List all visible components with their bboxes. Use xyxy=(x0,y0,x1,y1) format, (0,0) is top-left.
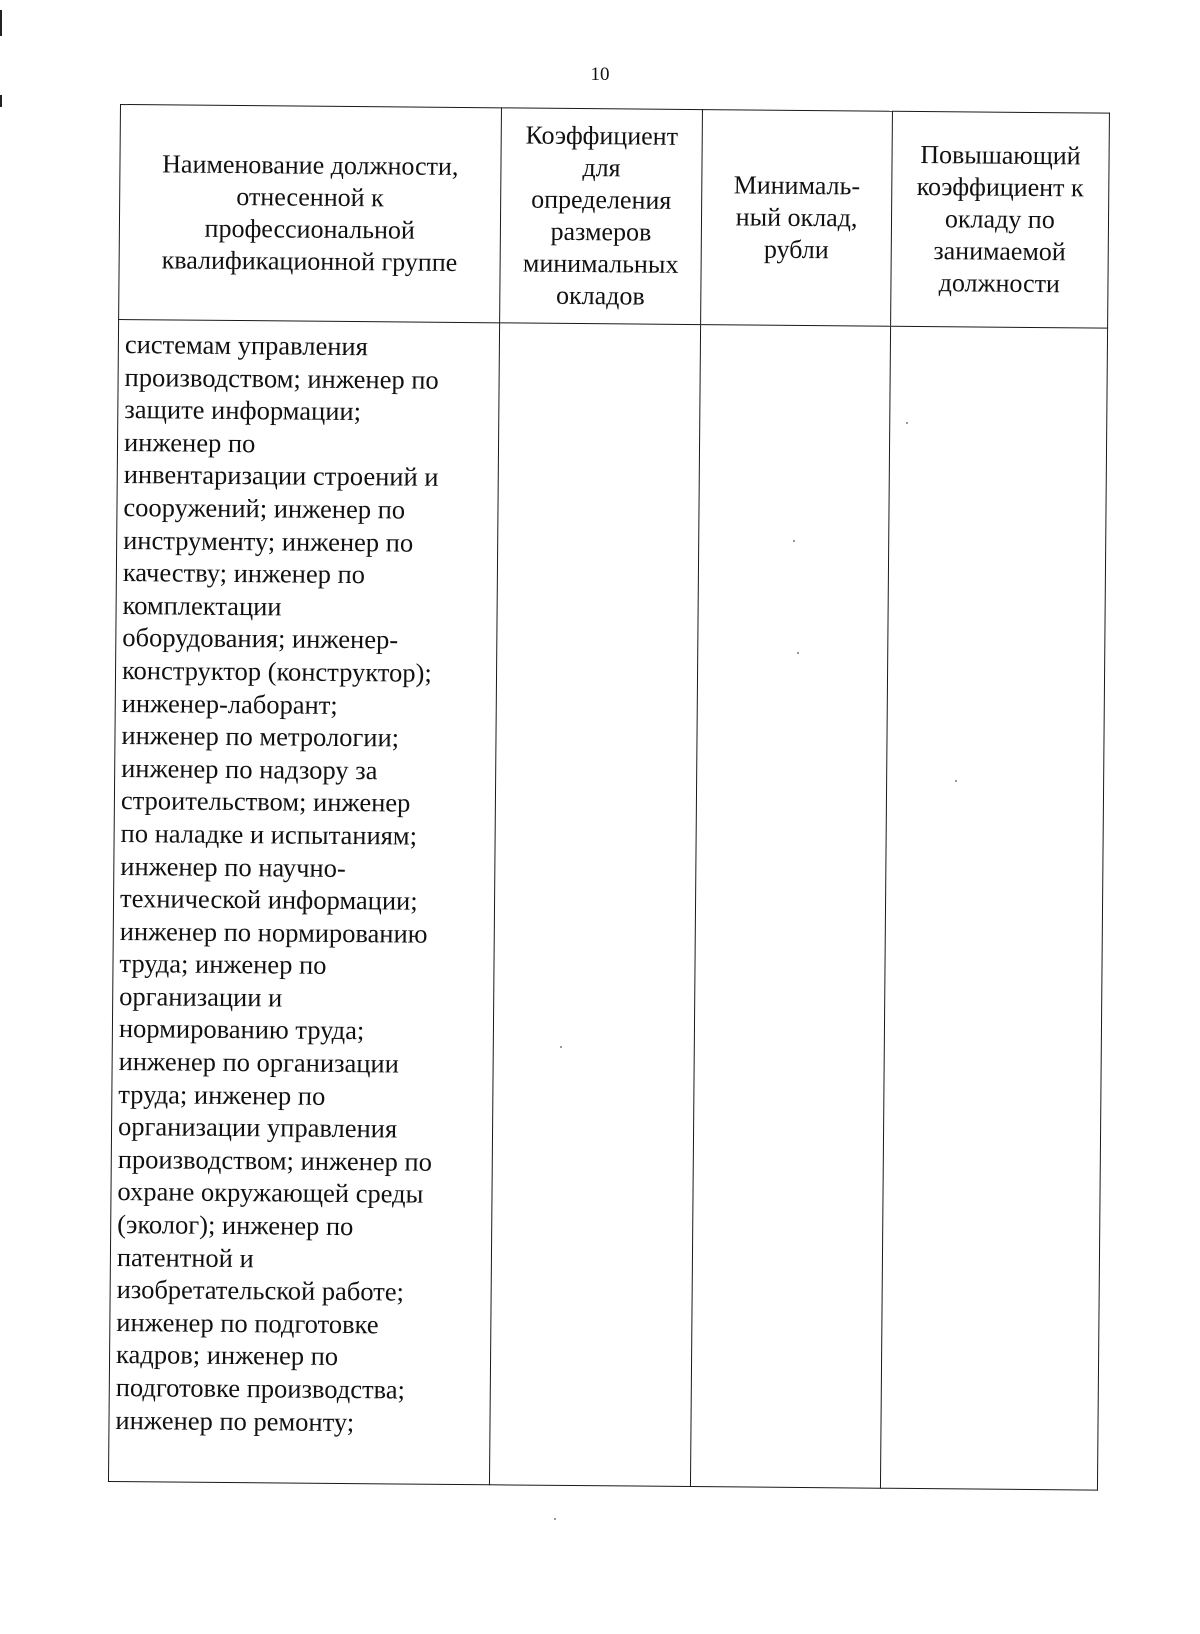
scan-speck xyxy=(793,540,795,542)
table-row xyxy=(108,319,1107,1490)
header-coefficient: Коэффициент для определения размеров минимальных окладов xyxy=(499,108,703,325)
table-header-row xyxy=(119,105,1110,329)
scan-edge-mark-top xyxy=(0,10,2,36)
scan-speck xyxy=(797,652,799,654)
scan-speck xyxy=(955,780,957,782)
salary-table xyxy=(108,104,1110,1491)
scan-speck xyxy=(906,422,908,424)
raising-coefficient-cell xyxy=(880,326,1107,1490)
page-number: 10 xyxy=(590,64,610,85)
header-raising-coefficient: Повышающий коэффициент к окладу по занимаемой должности xyxy=(890,111,1109,328)
scan-speck xyxy=(560,1046,562,1048)
scan-speck xyxy=(554,1518,556,1520)
coefficient-cell xyxy=(489,323,701,1487)
header-position-name: Наименование должности, отнесенной к профессиональной квалификационной группе xyxy=(119,105,502,323)
header-min-salary: Минималь- ный оклад, рубли xyxy=(701,110,892,327)
scan-edge-mark-middle xyxy=(0,95,2,107)
position-list-cell: системам управления производством; инженер по защите информации; инженер по инвентаризации строений и сооружений; инженер по инструменту; инженер по качеству; инженер по комплектации оборудования; инженер- конструктор (конструктор); инженер-лаборант; инженер по метрологии; инженер по надзору за строительством; инженер по наладке и испытаниям; инженер по научно- технической информации; инженер по нормированию труда; инженер по организации и нормированию труда; инженер по организации труда; инженер по организации управления производством; инженер по охране окружающей среды (эколог); инженер по патентной и изобретательской работе; инженер по подготовке кадров; инженер по подготовке производства; инженер по ремонту; xyxy=(108,319,499,1484)
min-salary-cell xyxy=(691,325,890,1489)
